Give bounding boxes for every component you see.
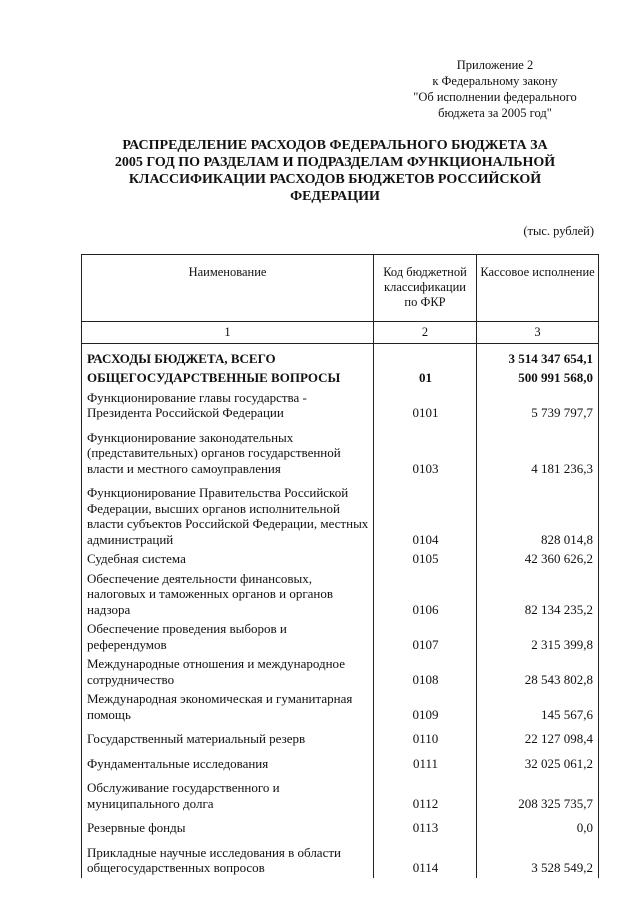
row-code: 0106 xyxy=(374,569,477,620)
column-number-row xyxy=(82,322,599,344)
row-amount: 145 567,6 xyxy=(477,689,599,724)
row-amount: 82 134 235,2 xyxy=(477,569,599,620)
row-code: 0105 xyxy=(374,549,477,569)
row-code: 0112 xyxy=(374,773,477,813)
appendix-line: бюджета за 2005 год" xyxy=(438,106,552,120)
table-row xyxy=(82,343,599,368)
row-amount: 208 325 735,7 xyxy=(477,773,599,813)
row-name: Государственный материальный резерв xyxy=(82,724,374,749)
row-name: Функционирование Правительства Российской Федерации, высших органов исполнительной власти субъектов Российской Федерации, местных администраций xyxy=(82,478,374,549)
title-line: КЛАССИФИКАЦИИ РАСХОДОВ БЮДЖЕТОВ РОССИЙСКОЙ xyxy=(128,172,542,187)
row-amount: 32 025 061,2 xyxy=(477,749,599,774)
header-row xyxy=(82,255,599,322)
table-row xyxy=(82,749,599,774)
row-code: 0109 xyxy=(374,689,477,724)
row-amount: 3 514 347 654,1 xyxy=(477,343,599,368)
table-row xyxy=(82,813,599,838)
row-name: Резервные фонды xyxy=(82,813,374,838)
row-name: Фундаментальные исследования xyxy=(82,749,374,774)
row-amount: 3 528 549,2 xyxy=(477,838,599,878)
row-code: 0108 xyxy=(374,654,477,689)
table-row xyxy=(82,724,599,749)
table-row xyxy=(82,773,599,813)
row-amount: 4 181 236,3 xyxy=(477,423,599,479)
appendix-line: к Федеральному закону xyxy=(432,74,558,88)
header-code: Код бюджетной классификации по ФКР xyxy=(374,255,477,322)
appendix-line: "Об исполнении федерального xyxy=(413,90,577,104)
table-row xyxy=(82,423,599,479)
table-row xyxy=(82,569,599,620)
title-line: РАСПРЕДЕЛЕНИЕ РАСХОДОВ ФЕДЕРАЛЬНОГО БЮДЖЕТА ЗА xyxy=(122,138,548,153)
table-row xyxy=(82,654,599,689)
row-name: Международная экономическая и гуманитарная помощь xyxy=(82,689,374,724)
row-code: 0104 xyxy=(374,478,477,549)
column-number: 3 xyxy=(477,322,599,344)
expenditure-table xyxy=(81,254,599,878)
row-name: Судебная система xyxy=(82,549,374,569)
document-title xyxy=(70,137,600,205)
table-row xyxy=(82,478,599,549)
table-row xyxy=(82,388,599,423)
row-code: 0114 xyxy=(374,838,477,878)
row-name: Функционирование главы государства - Президента Российской Федерации xyxy=(82,388,374,423)
row-name: Обеспечение деятельности финансовых, налоговых и таможенных органов и органов надзора xyxy=(82,569,374,620)
row-amount: 5 739 797,7 xyxy=(477,388,599,423)
row-amount: 28 543 802,8 xyxy=(477,654,599,689)
row-amount: 22 127 098,4 xyxy=(477,724,599,749)
appendix-note xyxy=(390,57,600,121)
appendix-line: Приложение 2 xyxy=(456,58,534,72)
row-name: Международные отношения и международное сотрудничество xyxy=(82,654,374,689)
row-name: Прикладные научные исследования в области общегосударственных вопросов xyxy=(82,838,374,878)
row-name: Функционирование законодательных (представительных) органов государственной власти и местного самоуправления xyxy=(82,423,374,479)
row-code xyxy=(374,343,477,368)
row-code: 0111 xyxy=(374,749,477,774)
row-name: Обеспечение проведения выборов и референдумов xyxy=(82,619,374,654)
table-row xyxy=(82,368,599,388)
row-amount: 500 991 568,0 xyxy=(477,368,599,388)
row-amount: 42 360 626,2 xyxy=(477,549,599,569)
header-name: Наименование xyxy=(82,255,374,322)
row-code: 0103 xyxy=(374,423,477,479)
row-name: РАСХОДЫ БЮДЖЕТА, ВСЕГО xyxy=(82,343,374,368)
row-amount: 828 014,8 xyxy=(477,478,599,549)
row-amount: 0,0 xyxy=(477,813,599,838)
row-amount: 2 315 399,8 xyxy=(477,619,599,654)
header-amount: Кассовое исполнение xyxy=(477,255,599,322)
table-row xyxy=(82,549,599,569)
row-code: 01 xyxy=(374,368,477,388)
title-line: 2005 ГОД ПО РАЗДЕЛАМ И ПОДРАЗДЕЛАМ ФУНКЦИОНАЛЬНОЙ xyxy=(114,155,556,170)
column-number: 2 xyxy=(374,322,477,344)
row-code: 0110 xyxy=(374,724,477,749)
row-code: 0101 xyxy=(374,388,477,423)
row-name: Обслуживание государственного и муниципального долга xyxy=(82,773,374,813)
column-number: 1 xyxy=(82,322,374,344)
row-code: 0113 xyxy=(374,813,477,838)
table-row xyxy=(82,619,599,654)
row-code: 0107 xyxy=(374,619,477,654)
table-row xyxy=(82,689,599,724)
title-line: ФЕДЕРАЦИИ xyxy=(290,189,380,204)
units-note: (тыс. рублей) xyxy=(523,224,594,238)
table-row xyxy=(82,838,599,878)
row-name: ОБЩЕГОСУДАРСТВЕННЫЕ ВОПРОСЫ xyxy=(82,368,374,388)
